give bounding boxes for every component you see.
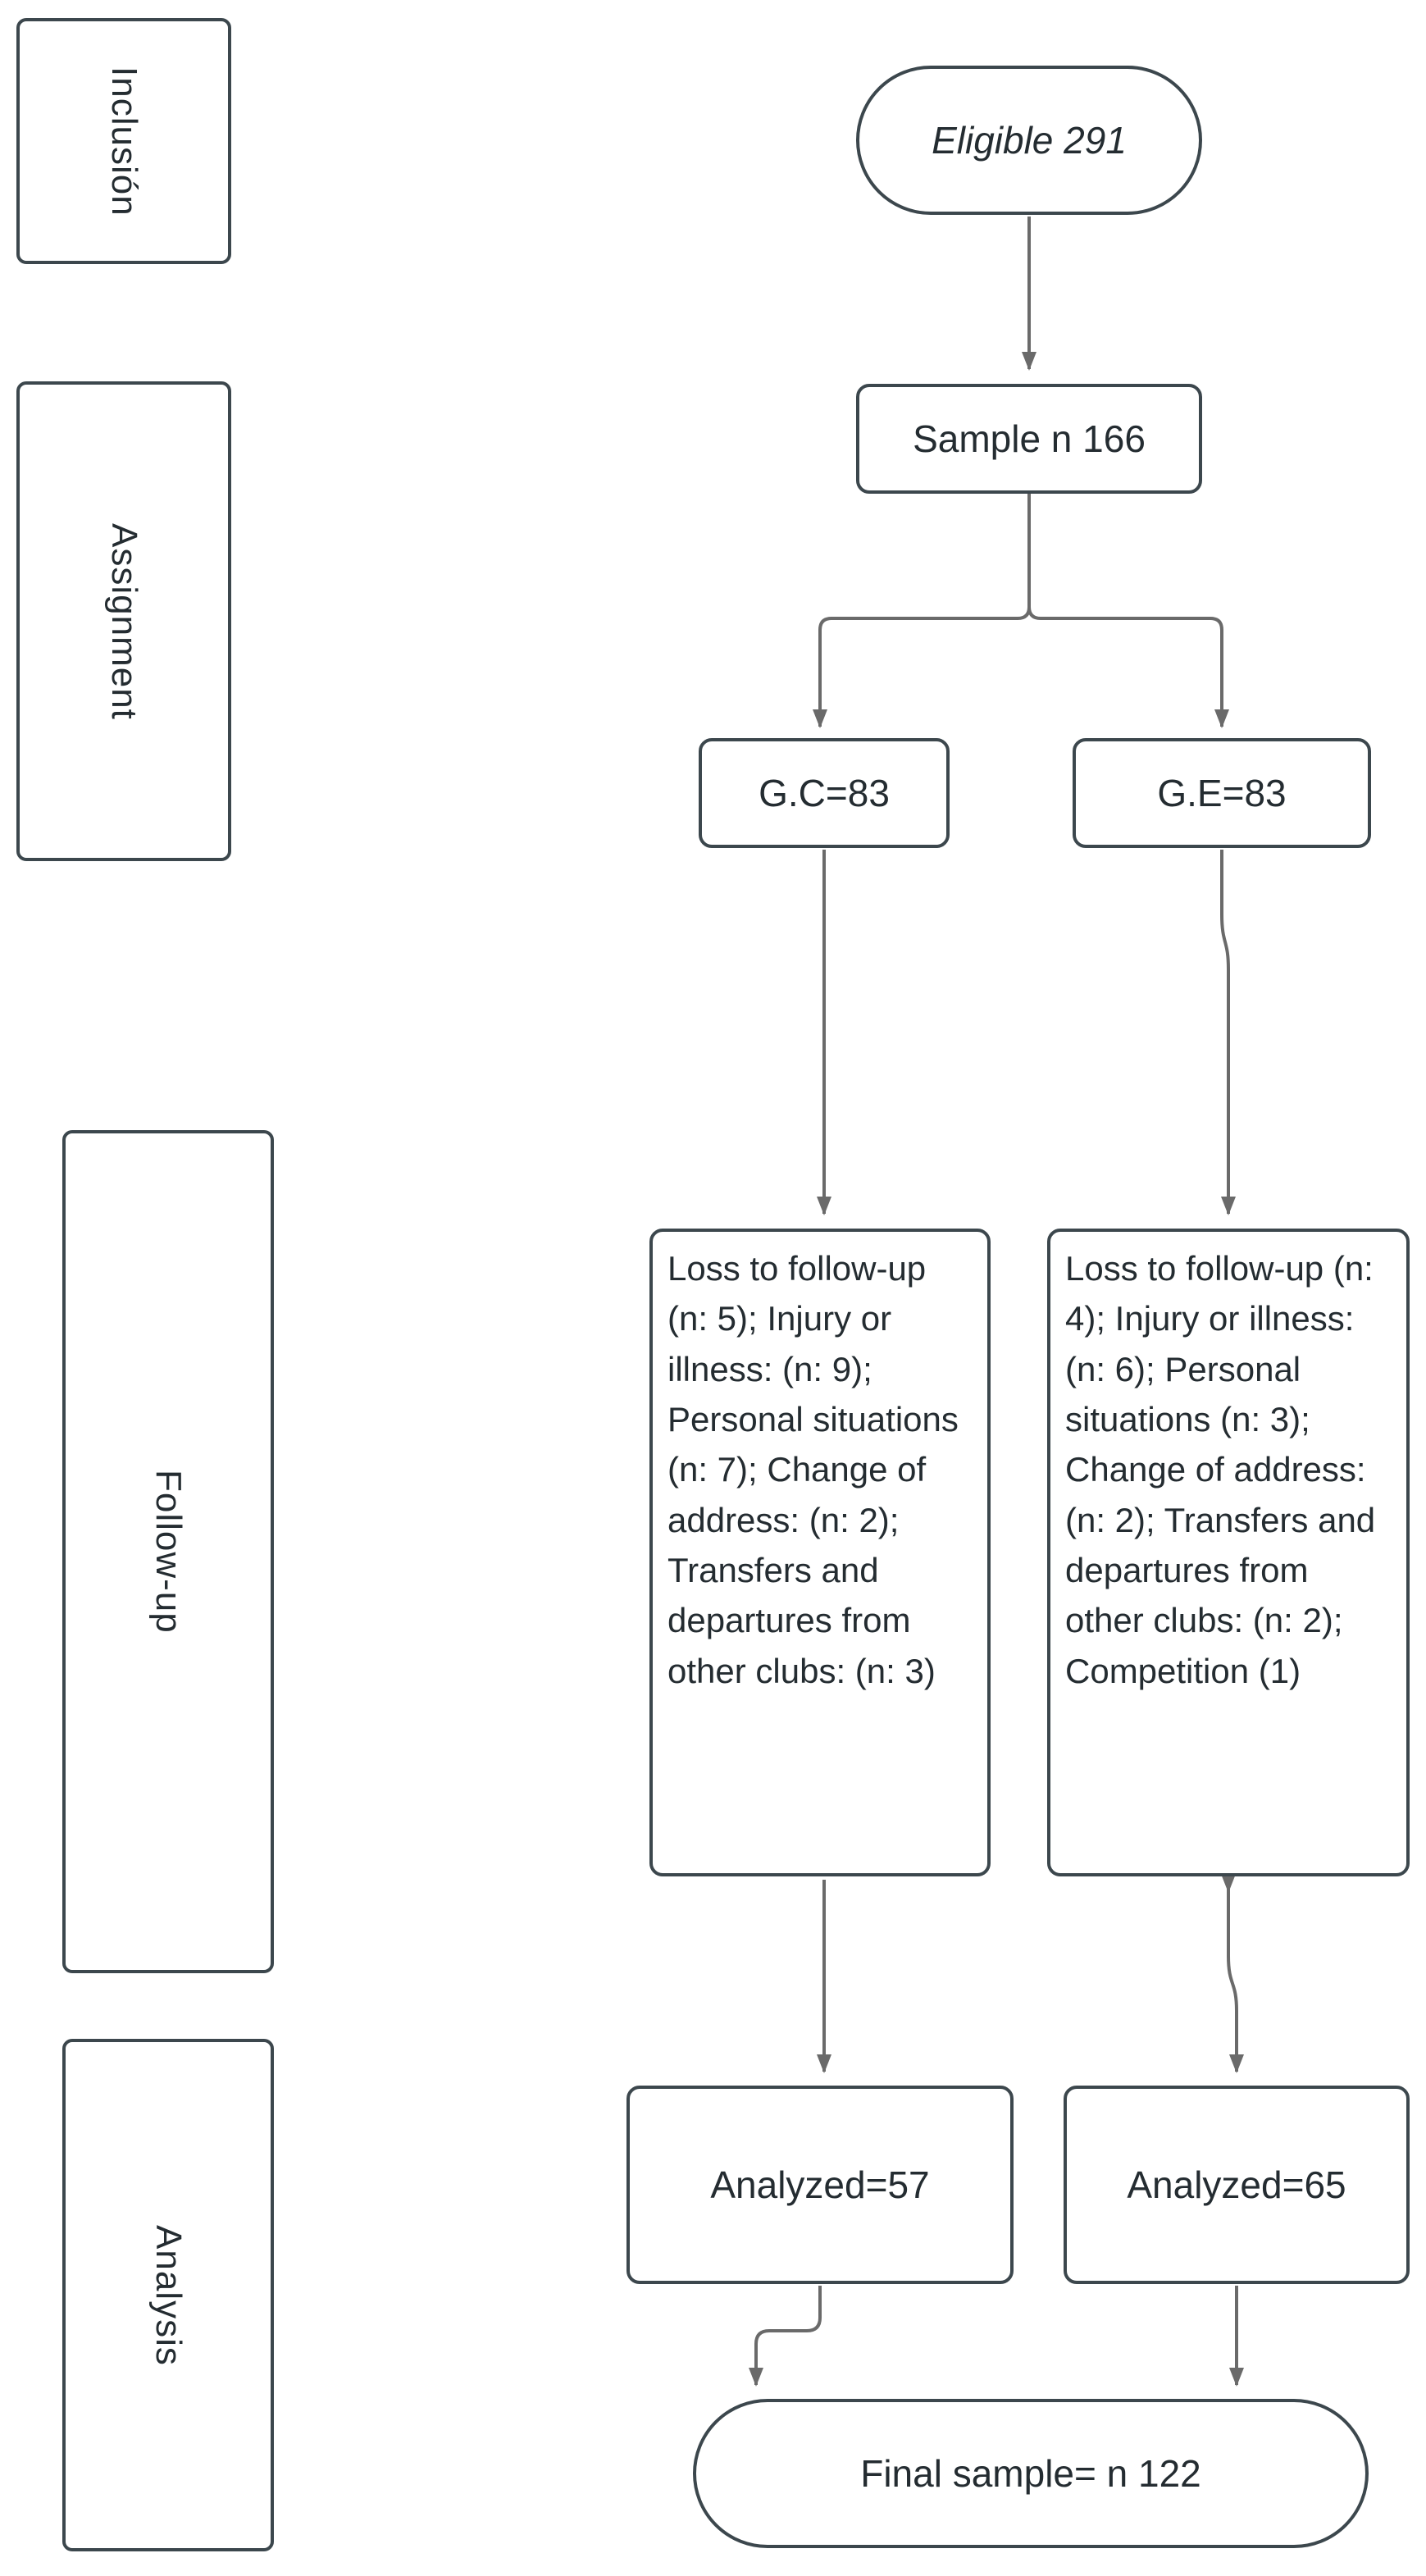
connector-analyzed57-final [756,2286,820,2385]
connector-split-right-ge [1029,590,1222,727]
node-sample: Sample n 166 [856,384,1202,494]
node-final-sample: Final sample= n 122 [693,2399,1369,2548]
connector-split-left-gc [820,590,1029,727]
node-control-group-losses: Loss to follow-up (n: 5); Injury or illness: (n: 9); Personal situations (n: 7); Change of address: (n: 2); Transfers and departures from other clubs: (n: 3) [649,1229,991,1876]
node-eligible: Eligible 291 [856,66,1202,215]
node-experimental-group-losses: Loss to follow-up (n: 4); Injury or illness: (n: 6); Personal situations (n: 3); Change of address: (n: 2); Transfers and departures from other clubs: (n: 2); Competition (1) [1047,1229,1410,1876]
node-experimental-group: G.E=83 [1073,738,1371,848]
stage-label-analysis [62,2039,274,2551]
stage-label-assignment-text: Assignment [104,522,144,720]
stage-label-assignment [16,381,231,861]
stage-label-inclusion-text: Inclusión [104,66,144,217]
node-analyzed-experimental: Analyzed=65 [1064,2086,1410,2284]
stage-label-analysis-text: Analysis [148,2224,189,2366]
connector-gelosses-analyzed65 [1228,1886,1237,2072]
stage-label-inclusion [16,18,231,264]
stage-label-followup [62,1130,274,1973]
connector-ge-losses [1222,850,1228,1214]
stage-label-followup-text: Follow-up [148,1470,189,1634]
node-analyzed-control: Analyzed=57 [626,2086,1014,2284]
node-control-group: G.C=83 [699,738,950,848]
